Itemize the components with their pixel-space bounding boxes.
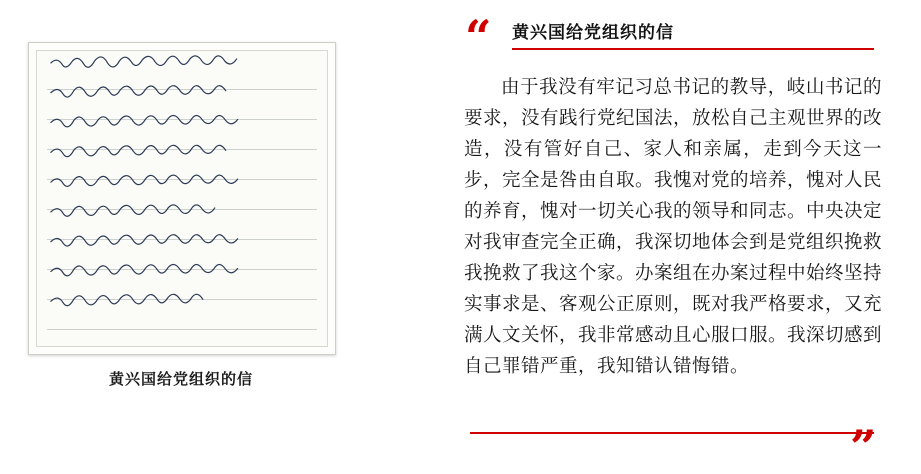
- divider-bottom: [470, 432, 874, 434]
- quote-close-icon: ”: [850, 420, 877, 474]
- page-title: 黄兴国给党组织的信: [512, 23, 674, 43]
- transcript-body: 由于我没有牢记习总书记的教导，岐山书记的要求，没有践行党纪国法，放松自己主观世界的改造，没有管好自己、家人和亲属，走到今天这一步，完全是咎由自取。我愧对党的培养，愧对人民的养育，愧对一切关心我的领导和同志。中央决定对我审查完全正确，我深切地体会到是党组织挽救我挽救了我这个家。办案组在办案过程中始终坚持实事求是、客观公正原则，既对我严格要求，又充满人文关怀，我非常感动且心服口服。我深切感到自己罪错严重，我知错认错悔错。: [464, 77, 883, 377]
- transcript-column: [440, 0, 921, 474]
- handwriting-strokes-icon: [37, 51, 327, 346]
- letter-image-caption: 黄兴国给党组织的信: [108, 370, 253, 388]
- quote-open-icon: “: [465, 10, 492, 64]
- letter-paper: [36, 50, 328, 347]
- handwritten-letter-image: [28, 42, 336, 355]
- letter-image-column: [0, 0, 440, 470]
- divider-top: [512, 48, 874, 50]
